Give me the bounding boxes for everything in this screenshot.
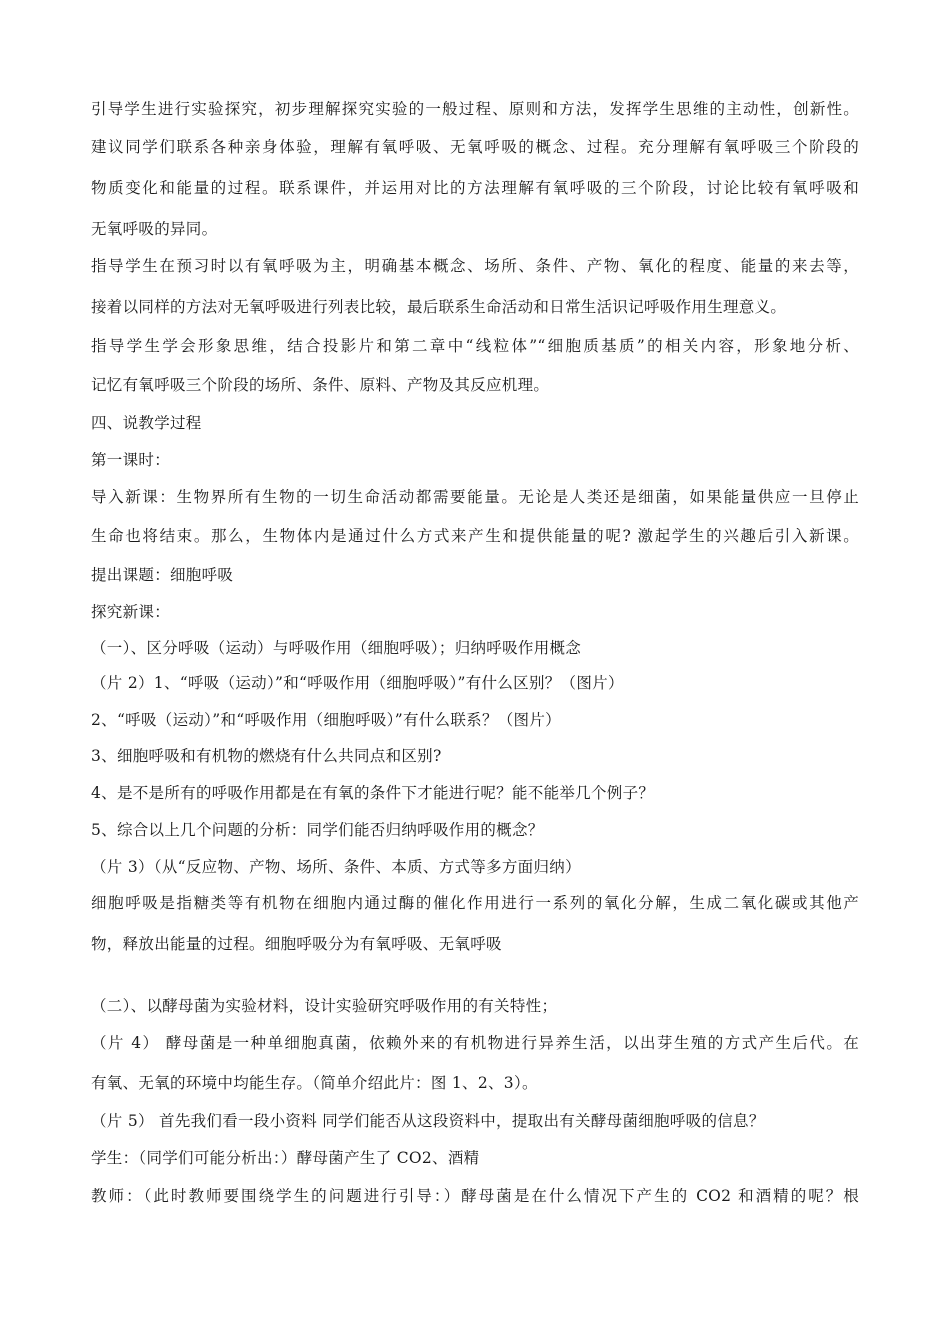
paragraph-line: 记忆有氧呼吸三个阶段的场所、条件、原料、产物及其反应机理。 bbox=[91, 376, 550, 394]
paragraph-line: 细胞呼吸是指糖类等有机物在细胞内通过酶的催化作用进行一系列的氧化分解，生成二氧化碳或其他产 bbox=[91, 894, 859, 912]
list-item: 3、细胞呼吸和有机物的燃烧有什么共同点和区别? bbox=[91, 747, 442, 765]
paragraph-line: 探究新课： bbox=[91, 603, 171, 621]
paragraph-line: 指导学生在预习时以有氧呼吸为主，明确基本概念、场所、条件、产物、氧化的程度、能量的来去等， bbox=[91, 257, 859, 275]
paragraph-line: 指导学生学会形象思维，结合投影片和第二章中“线粒体”“细胞质基质”的相关内容，形象地分析、 bbox=[91, 337, 859, 355]
paragraph-line: 有氧、无氧的环境中均能生存。（简单介绍此片：图 1、2、3）。 bbox=[91, 1074, 538, 1092]
paragraph-line: （片 4） 酵母菌是一种单细胞真菌，依赖外来的有机物进行异养生活，以出芽生殖的方式产生后代。在 bbox=[91, 1034, 859, 1052]
paragraph-line: 学生：（同学们可能分析出：）酵母菌产生了 CO2、酒精 bbox=[91, 1149, 480, 1167]
paragraph-line: 提出课题：细胞呼吸 bbox=[91, 566, 234, 584]
paragraph-line: （片 3）（从“反应物、产物、场所、条件、本质、方式等多方面归纳） bbox=[91, 858, 581, 876]
paragraph-line: 教师：（此时教师要围绕学生的问题进行引导：）酵母菌是在什么情况下产生的 CO2 和酒精的呢？根 bbox=[91, 1187, 859, 1205]
subsection-heading: （二）、以酵母菌为实验材料，设计实验研究呼吸作用的有关特性； bbox=[91, 997, 558, 1015]
list-item: 4、是不是所有的呼吸作用都是在有氧的条件下才能进行呢？能不能举几个例子？ bbox=[91, 784, 655, 802]
paragraph-line: 物，释放出能量的过程。细胞呼吸分为有氧呼吸、无氧呼吸 bbox=[91, 935, 502, 953]
paragraph-line: 导入新课：生物界所有生物的一切生命活动都需要能量。无论是人类还是细菌，如果能量供应一旦停止 bbox=[91, 488, 859, 506]
paragraph-line: 引导学生进行实验探究，初步理解探究实验的一般过程、原则和方法，发挥学生思维的主动性，创新性。 bbox=[91, 100, 859, 118]
paragraph-line: 生命也将结束。那么，生物体内是通过什么方式来产生和提供能量的呢? 激起学生的兴趣后引入新课。 bbox=[91, 527, 859, 545]
paragraph-line: 无氧呼吸的异同。 bbox=[91, 220, 218, 238]
paragraph-line: （片 5） 首先我们看一段小资料 同学们能否从这段资料中，提取出有关酵母菌细胞呼吸的信息？ bbox=[91, 1112, 765, 1130]
list-item: 5、综合以上几个问题的分析：同学们能否归纳呼吸作用的概念？ bbox=[91, 821, 544, 839]
subsection-heading: （一）、区分呼吸（运动）与呼吸作用（细胞呼吸）；归纳呼吸作用概念 bbox=[91, 639, 582, 657]
lesson-heading: 第一课时： bbox=[91, 451, 171, 469]
paragraph-line: 建议同学们联系各种亲身体验，理解有氧呼吸、无氧呼吸的概念、过程。充分理解有氧呼吸三个阶段的 bbox=[91, 138, 859, 156]
paragraph-line: 接着以同样的方法对无氧呼吸进行列表比较，最后联系生命活动和日常生活识记呼吸作用生理意义。 bbox=[91, 298, 787, 316]
list-item: 2、“呼吸（运动）”和“呼吸作用（细胞呼吸）”有什么联系？（图片） bbox=[91, 711, 561, 729]
list-item: （片 2）1、“呼吸（运动）”和“呼吸作用（细胞呼吸）”有什么区别？（图片） bbox=[91, 674, 624, 692]
paragraph-line: 物质变化和能量的过程。联系课件，并运用对比的方法理解有氧呼吸的三个阶段，讨论比较有氧呼吸和 bbox=[91, 179, 859, 197]
section-heading: 四、说教学过程 bbox=[91, 414, 202, 432]
